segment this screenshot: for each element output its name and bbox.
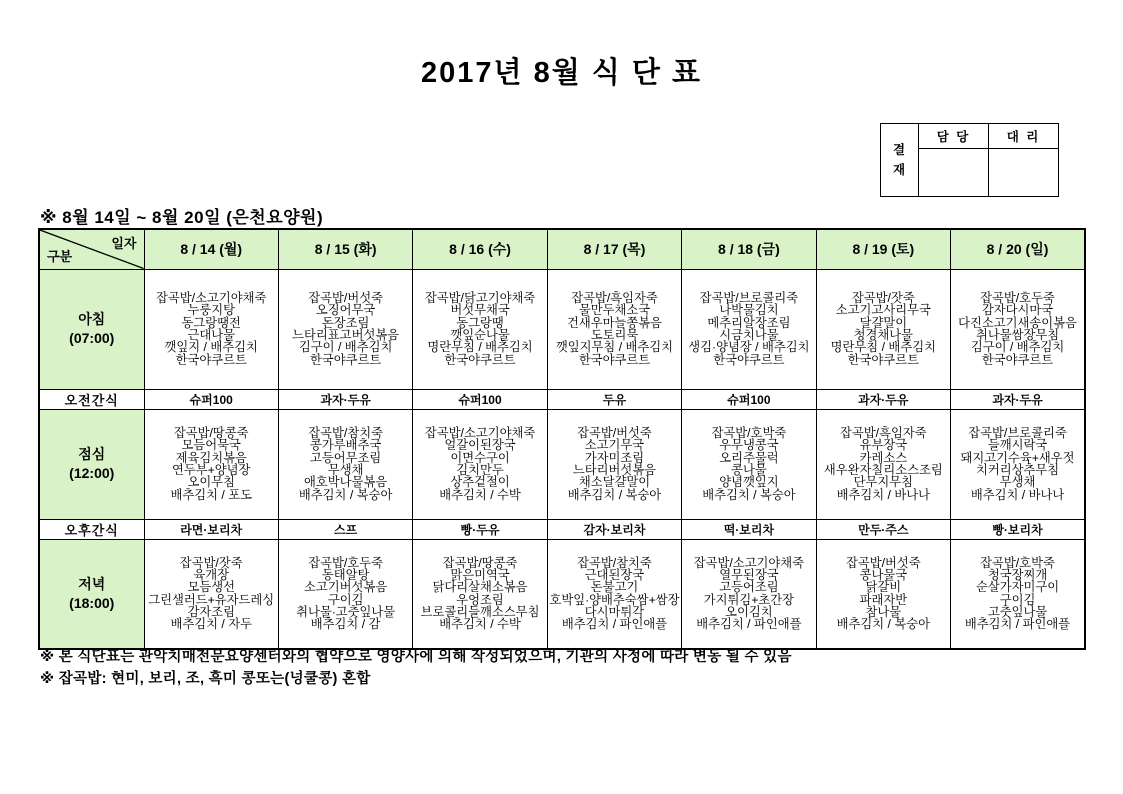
menu-item-list [952,557,1083,631]
menu-item: 오징어무국 [315,303,376,318]
menu-item: 김치만두 [456,463,504,477]
menu-item: 한국야쿠르트 [713,352,785,367]
menu-item: 채소달걀말이 [578,475,651,490]
menu-item: 취나물·고춧잎나물 [296,605,396,620]
menu-item: 고등어무조림 [309,450,382,465]
menu-item-list [414,557,545,631]
approval-stamp-label: 결재 [892,143,907,177]
menu-item: 청경채나물 [853,328,914,342]
meal-cell-r2-c1 [278,409,412,519]
approval-sign-cell-deputy [989,149,1059,197]
menu-item: 배추김치 / 복숭아 [836,617,931,632]
menu-item: 감자조림 [187,605,235,620]
meal-row-4 [39,539,1085,649]
menu-item: 깻잎지 / 배추김치 [164,340,258,355]
menu-item: 깻잎지무침 / 배추김치 [555,340,674,355]
meal-cell-r4-c1 [278,539,412,649]
menu-item-list [549,292,680,366]
menu-item-list [683,292,814,366]
menu-item: 오이김치 [725,605,773,620]
day-header-0: 8 / 14 (월) [144,229,278,269]
meal-cell-r4-c5 [816,539,950,649]
menu-item: 치커리상추무침 [975,463,1060,477]
snack-row-3 [39,519,1085,539]
day-header-1: 8 / 15 (화) [278,229,412,269]
meal-time: (12:00) [69,465,115,481]
meal-cell-r2-c6 [951,409,1085,519]
menu-item: 참나물 [865,605,902,620]
menu-item: 소고기버섯볶음 [304,580,388,595]
meal-time: (07:00) [69,330,115,346]
approval-sign-cell-manager [919,149,989,197]
menu-item: 돈장조림 [321,315,370,330]
menu-item: 배추김치 / 포도 [170,487,252,502]
menu-item: 잡곡밥/소고기야채죽 [424,426,536,441]
menu-item: 배추김치 / 수박 [439,487,521,502]
menu-item: 김구이 / 배추김치 [970,340,1065,355]
menu-item: 한국야쿠르트 [847,352,919,367]
menu-item: 유부장국 [859,438,908,453]
snack-cell-r3-c1: 스프 [278,519,412,539]
day-header-6: 8 / 20 (일) [951,229,1085,269]
menu-item: 호박잎·양배추숙쌈+쌈장 [549,592,680,607]
menu-item: 생김·양념장 / 배추김치 [688,340,810,355]
meal-cell-r4-c3 [547,539,681,649]
snack-cell-r1-c4: 슈퍼100 [682,389,816,409]
note-line: ※ 잡곡밥: 현미, 보리, 조, 흑미 콩또는(넝쿨콩) 혼합 [40,671,371,687]
menu-item: 배추김치 / 수박 [439,617,521,632]
menu-item: 양념깻잎지 [719,475,779,490]
meal-cell-r4-c2 [413,539,547,649]
menu-item: 콩나물국 [859,568,908,583]
menu-item: 잡곡밥/소고기야채죽 [693,555,805,570]
menu-item: 동태알탕 [321,568,370,583]
snack-cell-r1-c1: 과자·두유 [278,389,412,409]
day-header-2: 8 / 16 (수) [413,229,547,269]
menu-item: 콩가루배추국 [309,438,382,453]
menu-item: 한국야쿠르트 [309,352,382,367]
menu-item: 메추리알장조림 [707,315,791,330]
menu-item: 김구이 / 배추김치 [298,340,393,355]
menu-item: 소고기무국 [584,438,645,453]
menu-item: 느타리표고버섯볶음 [292,328,400,342]
menu-item: 카레소스 [859,450,908,465]
note-line: ※ 본 식단표는 관악치매전문요양센터와의 협약으로 영양사에 의해 작성되었으며, 기관의 사정에 따라 변동 될 수 있음 [40,649,792,665]
meal-name: 아침 [78,311,106,328]
meal-cell-r0-c3 [547,269,681,389]
menu-item-list [414,292,545,366]
menu-item: 잡곡밥/호박죽 [980,555,1055,570]
corner-label-date: 일자 [111,236,137,251]
menu-item: 그린샐러드+유자드레싱 [148,592,275,607]
snack-cell-r3-c5: 만두·주스 [816,519,950,539]
menu-item: 잡곡밥/참치죽 [577,555,652,570]
menu-item: 잡곡밥/흑임자죽 [571,291,658,306]
menu-item: 가지튀김+초간장 [703,592,795,607]
menu-item-list [952,292,1083,366]
menu-item: 애호박나물볶음 [304,475,388,490]
menu-item: 느타리버섯볶음 [572,463,657,477]
menu-item: 우엉조림 [456,592,504,607]
menu-item: 배추김치 / 복숭아 [298,487,393,502]
meal-name: 저녁 [78,575,106,592]
menu-item: 새우완자칠리소스조림 [823,463,943,477]
menu-item: 구이김 [999,592,1036,607]
menu-item: 배추김치 / 자두 [170,617,252,632]
menu-item-list [280,557,411,631]
menu-item: 취나물쌈장무침 [975,328,1060,342]
meal-cell-r4-c0 [144,539,278,649]
menu-item: 명란무침 / 배추김치 [830,340,936,355]
menu-item: 얼갈이된장국 [444,438,516,453]
menu-item: 잡곡밥/잣죽 [851,291,915,306]
meal-cell-r4-c4 [682,539,816,649]
menu-item: 동그랑땡전 [181,315,241,330]
menu-item: 한국야쿠르트 [444,352,516,367]
menu-item: 모듬어묵국 [181,438,241,453]
meal-cell-r4-c6 [951,539,1085,649]
menu-item: 배추김치 / 감 [310,617,381,632]
menu-item: 배추김치 / 바나나 [836,487,931,502]
menu-item: 오이무침 [187,475,235,490]
menu-item-list [146,292,277,366]
menu-item: 단무지무침 [853,475,914,490]
page-title: 2017년 8월 식 단 표 [421,57,702,89]
snack-cell-r3-c0: 라면·보리차 [144,519,278,539]
snack-cell-r3-c3: 감자·보리차 [547,519,681,539]
snack-cell-r1-c2: 슈퍼100 [413,389,547,409]
meal-row-2 [39,409,1085,519]
meal-row-0 [39,269,1085,389]
menu-item: 들깨시락국 [987,438,1048,453]
menu-item: 잡곡밥/땅콩죽 [442,555,518,570]
menu-item: 모듬생선 [187,580,235,595]
menu-item: 닭다리살채소볶음 [432,580,528,595]
row-label-4 [39,539,144,649]
approval-col-deputy: 대 리 [989,124,1059,149]
menu-item: 콩나물 [731,463,767,477]
footer-notes [40,646,792,690]
menu-item-list [549,427,680,501]
menu-item-list [683,557,814,631]
menu-item: 잡곡밥/땅콩죽 [173,426,249,441]
menu-item: 열무된장국 [719,568,779,583]
menu-item: 배추김치 / 복숭아 [567,487,662,502]
menu-item: 한국야쿠르트 [981,352,1054,367]
menu-item: 오리주물럭 [719,450,779,465]
menu-item: 동그랑땡 [456,315,504,330]
menu-item: 우무냉콩국 [719,438,779,453]
menu-item: 소고기고사리무국 [835,303,931,318]
row-label-3: 오후간식 [39,519,144,539]
menu-table [38,228,1086,650]
menu-item: 잡곡밥/잣죽 [179,555,243,570]
approval-stamp-cell [881,124,919,197]
menu-item: 배추김치 / 파인애플 [964,617,1071,632]
menu-item: 잡곡밥/버섯죽 [308,291,383,306]
menu-item: 잡곡밥/참치죽 [308,426,383,441]
meal-cell-r2-c2 [413,409,547,519]
menu-item: 순살가자미구이 [975,580,1060,595]
menu-item: 깻잎순나물 [450,328,510,342]
meal-cell-r0-c6 [951,269,1085,389]
menu-item: 달걀말이 [859,315,908,330]
day-header-4: 8 / 18 (금) [682,229,816,269]
menu-item: 잡곡밥/흑임자죽 [840,426,927,441]
menu-item: 근대나물 [187,328,235,342]
menu-item: 잡곡밥/호박죽 [711,426,787,441]
menu-item-list [549,557,680,631]
menu-item: 건새우마늘쫑볶음 [566,315,662,330]
menu-item: 잡곡밥/브로콜리죽 [699,291,799,306]
snack-cell-r3-c2: 빵·두유 [413,519,547,539]
menu-item: 제육김치볶음 [175,450,247,465]
row-label-1: 오전간식 [39,389,144,409]
approval-col-manager: 담 당 [919,124,989,149]
menu-item: 고춧잎나물 [987,605,1048,620]
menu-item: 잡곡밥/호두죽 [308,555,383,570]
menu-item: 잡곡밥/버섯죽 [577,426,652,441]
menu-item: 잡곡밥/소고기야채죽 [156,291,267,306]
meal-time: (18:00) [69,594,115,611]
meal-cell-r0-c1 [278,269,412,389]
meal-cell-r0-c2 [413,269,547,389]
meal-cell-r2-c5 [816,409,950,519]
menu-item: 돼지고기수육+새우젓 [960,450,1075,465]
menu-item: 고등어조림 [719,580,779,595]
snack-cell-r3-c4: 떡·보리차 [682,519,816,539]
day-header-3: 8 / 17 (목) [547,229,681,269]
menu-item: 연두부+양념장 [171,463,251,477]
menu-item-list [818,427,949,501]
row-label-0 [39,269,144,389]
meal-name: 점심 [78,446,106,463]
menu-item: 도토리묵 [590,328,639,342]
menu-item: 잡곡밥/호두죽 [980,291,1055,306]
corner-cell [39,229,144,269]
menu-item-list [146,557,277,631]
menu-item: 가자미조림 [584,450,645,465]
menu-item-list [280,427,411,501]
menu-item: 시금치나물 [719,328,779,342]
meal-cell-r0-c0 [144,269,278,389]
menu-item: 다진소고기새송이볶음 [958,315,1077,330]
menu-item: 버섯무채국 [450,303,510,318]
menu-item: 잡곡밥/브로콜리죽 [968,426,1067,441]
meal-cell-r2-c3 [547,409,681,519]
menu-item-list [683,427,814,501]
menu-item: 배추김치 / 바나나 [970,487,1065,502]
menu-item: 나박물김치 [719,303,779,318]
menu-item: 감자다시마국 [981,303,1054,318]
menu-table-body [39,269,1085,649]
snack-cell-r1-c3: 두유 [547,389,681,409]
meal-cell-r0-c5 [816,269,950,389]
menu-item: 배추김치 / 파인애플 [561,617,668,632]
snack-cell-r1-c0: 슈퍼100 [144,389,278,409]
menu-item: 배추김치 / 파인애플 [696,617,802,632]
meal-cell-r2-c0 [144,409,278,519]
menu-item: 한국야쿠르트 [175,352,247,367]
menu-item-list [414,427,545,501]
snack-cell-r3-c6: 빵·보리차 [951,519,1085,539]
corner-label-category: 구분 [47,248,73,264]
menu-item: 구이김 [327,592,364,607]
menu-item: 근대된장국 [584,568,645,583]
menu-item: 닭갈비 [865,580,902,595]
menu-item: 물만두채소국 [578,303,651,318]
snack-row-1 [39,389,1085,409]
day-header-5: 8 / 19 (토) [816,229,950,269]
menu-item-list [952,427,1083,501]
menu-item: 무생채 [999,475,1036,490]
menu-item: 잡곡밥/버섯죽 [845,555,921,570]
menu-item: 다시마튀각 [584,605,645,620]
menu-item: 잡곡밥/닭고기야채죽 [424,291,536,306]
row-label-2 [39,409,144,519]
meal-cell-r2-c4 [682,409,816,519]
menu-item: 맑은미역국 [450,568,510,583]
day-header-row [39,229,1085,269]
menu-item: 배추김치 / 복숭아 [702,487,796,502]
menu-item: 상추겉절이 [450,475,510,490]
menu-item-list [818,292,949,366]
menu-item-list [146,427,277,501]
menu-item-list [818,557,949,631]
snack-cell-r1-c6: 과자·두유 [951,389,1085,409]
menu-item: 누룽지탕 [187,303,235,318]
menu-item: 청국장찌개 [987,568,1048,583]
menu-item-list [280,292,411,366]
week-range-subtitle: ※ 8월 14일 ~ 8월 20일 (은천요양원) [40,208,324,227]
menu-item: 명란무침 / 배추김치 [427,340,533,355]
approval-box [880,123,1059,197]
snack-cell-r1-c5: 과자·두유 [816,389,950,409]
menu-item: 파래자반 [859,592,908,607]
menu-item: 한국야쿠르트 [578,352,651,367]
menu-item: 이면수구이 [450,450,510,465]
menu-item: 육개장 [193,568,230,583]
menu-item: 무생채 [327,463,364,477]
meal-cell-r0-c4 [682,269,816,389]
menu-item: 돈불고기 [590,580,639,595]
menu-item: 브로콜리들깨소스무침 [420,605,540,620]
